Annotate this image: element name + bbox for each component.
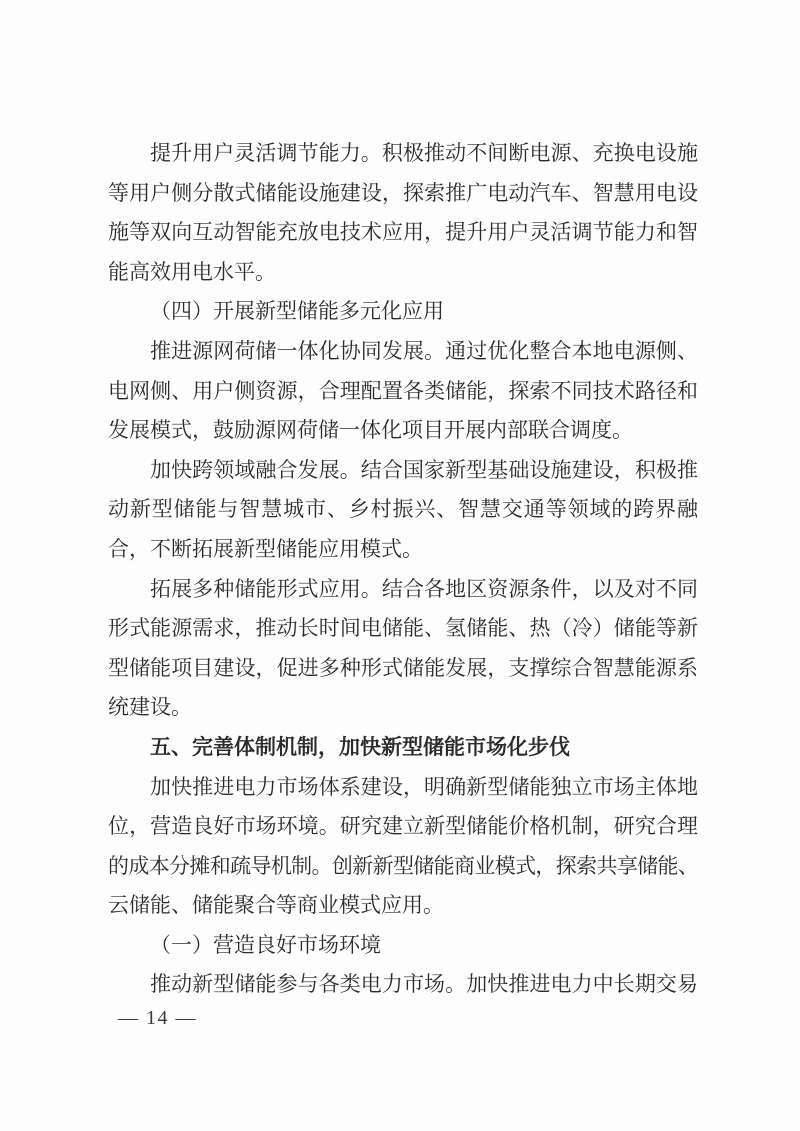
text-line: 形式能源需求，推动长时间电储能、氢储能、热（冷）储能等新 xyxy=(108,617,698,641)
text-line: 加快跨领域融合发展。结合国家新型基础设施建设，积极推 xyxy=(150,458,698,482)
text-line: 加快推进电力市场体系建设，明确新型储能独立市场主体地 xyxy=(150,775,698,799)
subsection-heading: （四）开展新型储能多元化应用 xyxy=(150,300,444,324)
text-line: 施等双向互动智能充放电技术应用，提升用户灵活调节能力和智 xyxy=(108,221,698,245)
text-line: 合，不断拓展新型储能应用模式。 xyxy=(108,537,423,561)
document-text-block xyxy=(108,134,698,1005)
text-line: 型储能项目建设，促进多种形式储能发展，支撑综合智慧能源系 xyxy=(108,656,698,680)
text-line: 云储能、储能聚合等商业模式应用。 xyxy=(108,894,444,918)
text-line: 电网侧、用户侧资源，合理配置各类储能，探索不同技术路径和 xyxy=(108,379,698,403)
text-line: 等用户侧分散式储能设施建设，探索推广电动汽车、智慧用电设 xyxy=(108,181,698,205)
text-line: 拓展多种储能形式应用。结合各地区资源条件，以及对不同 xyxy=(150,577,698,601)
text-line: 统建设。 xyxy=(108,696,192,720)
text-line: 推进源网荷储一体化协同发展。通过优化整合本地电源侧、 xyxy=(150,339,698,363)
text-line: 能高效用电水平。 xyxy=(108,260,276,284)
text-line: 位，营造良好市场环境。研究建立新型储能价格机制，研究合理 xyxy=(108,815,698,839)
text-line: 动新型储能与智慧城市、乡村振兴、智慧交通等领域的跨界融 xyxy=(108,498,698,522)
text-line: 提升用户灵活调节能力。积极推动不间断电源、充换电设施 xyxy=(150,142,698,165)
page-number: — 14 — xyxy=(118,1007,197,1029)
text-line: 推动新型储能参与各类电力市场。加快推进电力中长期交易 xyxy=(150,973,698,997)
subsection-heading: （一）营造良好市场环境 xyxy=(150,933,381,957)
text-line: 发展模式，鼓励源网荷储一体化项目开展内部联合调度。 xyxy=(108,419,633,443)
section-heading: 五、完善体制机制，加快新型储能市场化步伐 xyxy=(150,735,570,759)
text-line: 的成本分摊和疏导机制。创新新型储能商业模式，探索共享储能、 xyxy=(108,854,698,878)
